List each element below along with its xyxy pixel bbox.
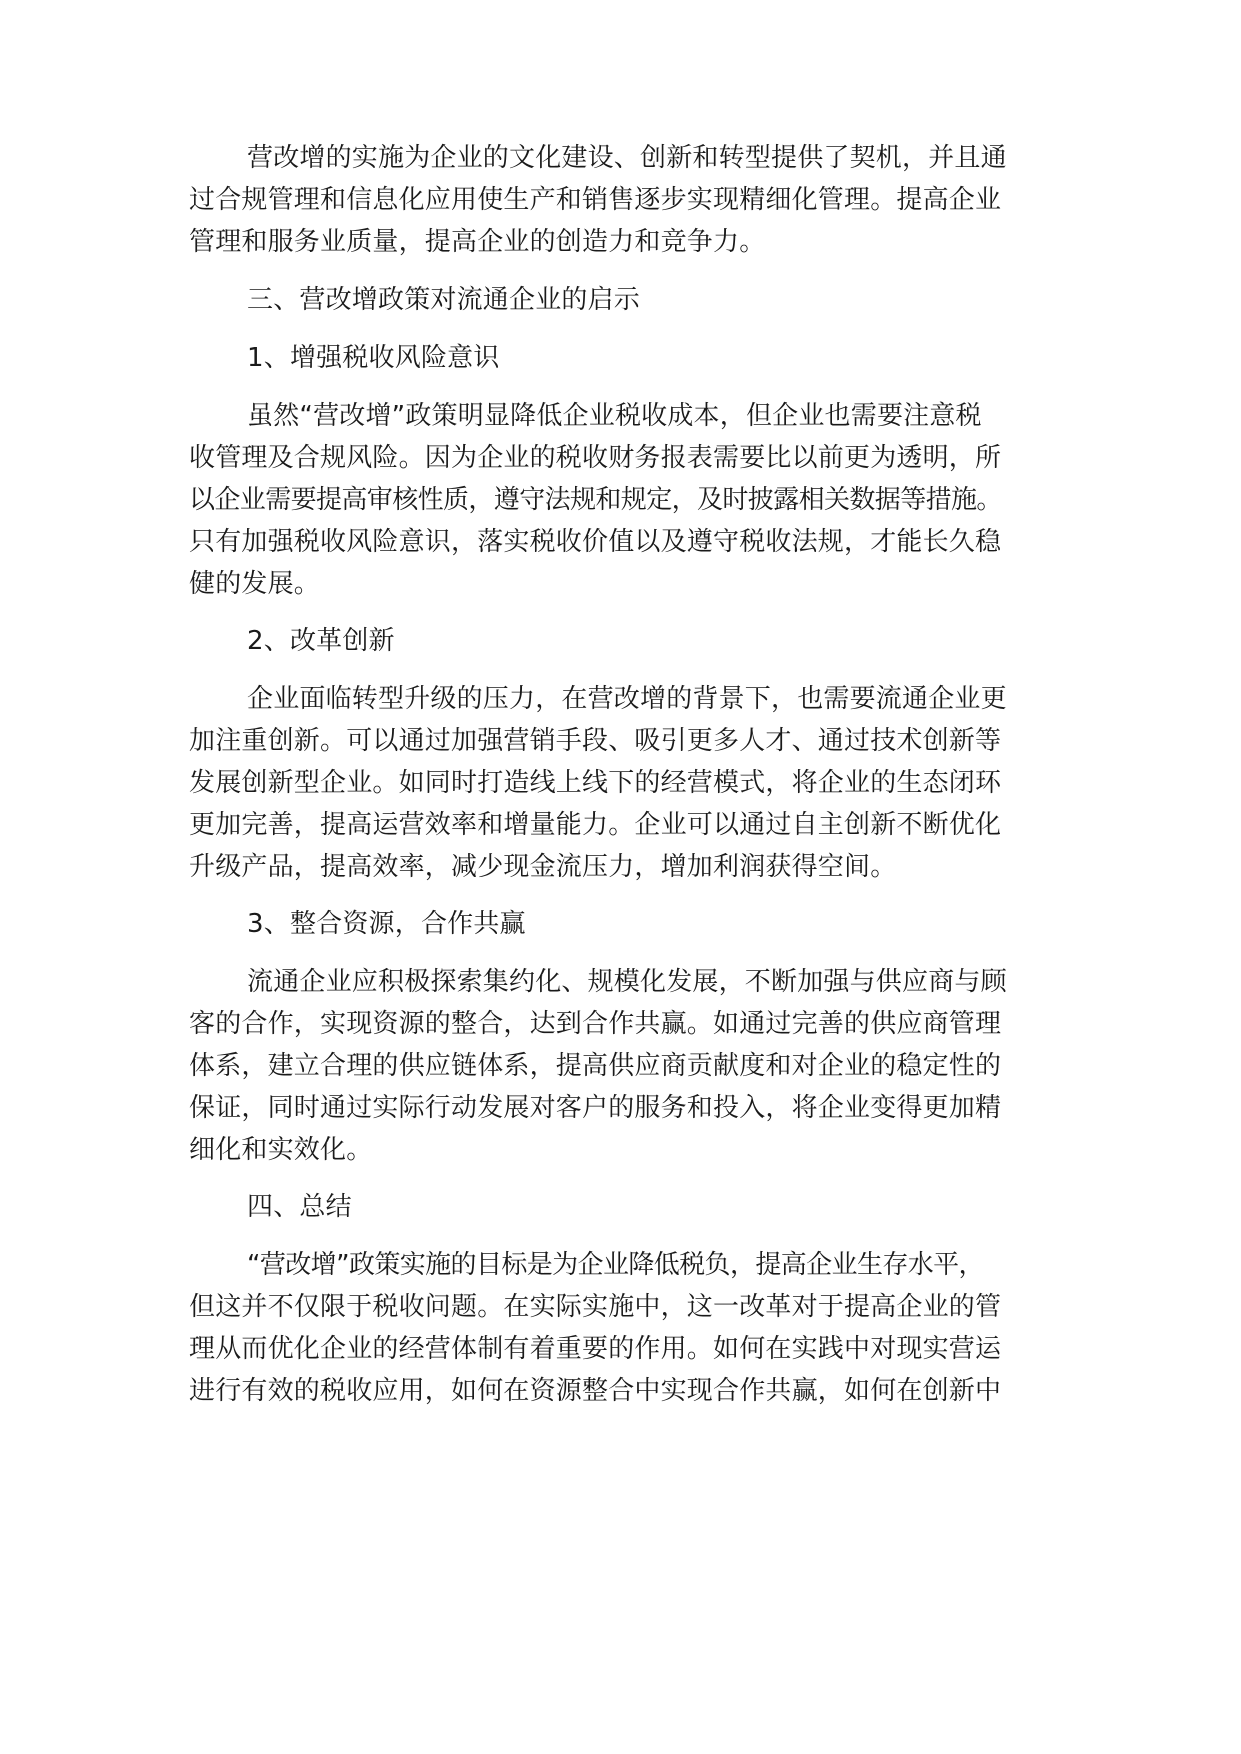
paragraph-3-line-4: 更加完善，提高运营效率和增量能力。企业可以通过自主创新不断优化 xyxy=(189,810,1002,840)
section-heading-4: 四、总结 xyxy=(247,1192,352,1222)
paragraph-2-line-4: 只有加强税收风险意识，落实税收价值以及遵守税收法规，才能长久稳 xyxy=(189,527,1002,557)
paragraph-5-line-1: “营改增”政策实施的目标是为企业降低税负，提高企业生存水平， xyxy=(247,1250,984,1280)
paragraph-1-line-3: 管理和服务业质量，提高企业的创造力和竞争力。 xyxy=(189,227,766,257)
paragraph-4-line-5: 细化和实效化。 xyxy=(189,1135,373,1165)
paragraph-1-line-2: 过合规管理和信息化应用使生产和销售逐步实现精细化管理。提高企业 xyxy=(189,185,1002,215)
paragraph-4-line-2: 客的合作，实现资源的整合，达到合作共赢。如通过完善的供应商管理 xyxy=(189,1009,1002,1039)
paragraph-5-line-4: 进行有效的税收应用，如何在资源整合中实现合作共赢，如何在创新中 xyxy=(189,1376,1002,1406)
paragraph-5-line-2: 但这并不仅限于税收问题。在实际实施中，这一改革对于提高企业的管 xyxy=(189,1292,1002,1322)
section-heading-3: 三、营改增政策对流通企业的启示 xyxy=(247,285,641,315)
subheading-3-3: 3、整合资源，合作共赢 xyxy=(247,909,526,939)
paragraph-3-line-2: 加注重创新。可以通过加强营销手段、吸引更多人才、通过技术创新等 xyxy=(189,726,1002,756)
paragraph-1-line-1: 营改增的实施为企业的文化建设、创新和转型提供了契机，并且通 xyxy=(247,143,1007,173)
subheading-3-2: 2、改革创新 xyxy=(247,626,395,656)
paragraph-3-line-1: 企业面临转型升级的压力，在营改增的背景下，也需要流通企业更 xyxy=(247,684,1007,714)
paragraph-2-line-1: 虽然“营改增”政策明显降低企业税收成本，但企业也需要注意税 xyxy=(247,401,982,431)
paragraph-3-line-3: 发展创新型企业。如同时打造线上线下的经营模式，将企业的生态闭环 xyxy=(189,768,1002,798)
paragraph-2-line-3: 以企业需要提高审核性质，遵守法规和规定，及时披露相关数据等措施。 xyxy=(189,485,1002,515)
paragraph-2-line-5: 健的发展。 xyxy=(189,569,321,599)
paragraph-2-line-2: 收管理及合规风险。因为企业的税收财务报表需要比以前更为透明，所 xyxy=(189,443,1002,473)
paragraph-3-line-5: 升级产品，提高效率，减少现金流压力，增加利润获得空间。 xyxy=(189,852,897,882)
paragraph-4-line-4: 保证，同时通过实际行动发展对客户的服务和投入，将企业变得更加精 xyxy=(189,1093,1002,1123)
subheading-3-1: 1、增强税收风险意识 xyxy=(247,343,500,373)
paragraph-5-line-3: 理从而优化企业的经营体制有着重要的作用。如何在实践中对现实营运 xyxy=(189,1334,1002,1364)
paragraph-4-line-1: 流通企业应积极探索集约化、规模化发展，不断加强与供应商与顾 xyxy=(247,967,1007,997)
paragraph-4-line-3: 体系，建立合理的供应链体系，提高供应商贡献度和对企业的稳定性的 xyxy=(189,1051,1002,1081)
